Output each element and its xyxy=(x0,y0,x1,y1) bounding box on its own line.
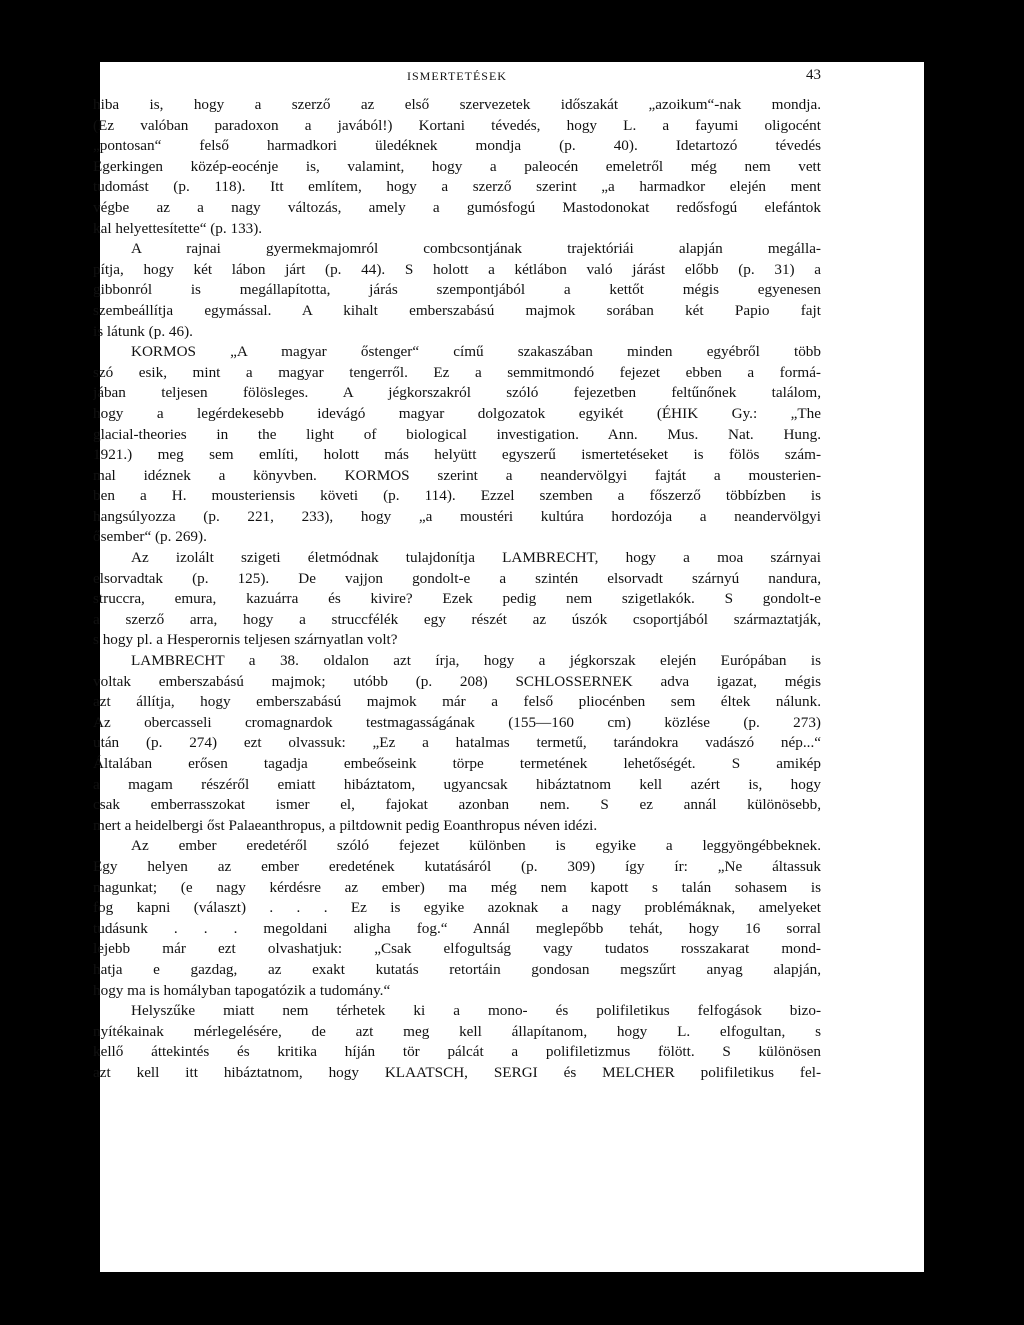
text-line: A rajnai gyermekmajomról combcsontjának trajektóriái alapján megálla- xyxy=(131,240,821,258)
text-line: gibbonról is megállapította, járás szempontjából a kettőt mégis egyenesen xyxy=(93,281,821,299)
text-line: nyítékainak mérlegelésére, de azt meg kell állapítanom, hogy L. elfogultan, s xyxy=(93,1022,821,1040)
text-line: kellő áttekintés és kritika híján tör pálcát a polifiletizmus fölött. S különösen xyxy=(93,1043,821,1061)
text-line: hiba is, hogy a szerző az első szervezetek időszakát „azoikum“-nak mondja. xyxy=(93,96,821,113)
text-line: Általában erősen tagadja embeőseink törpe termetének lehetőségét. S amikép xyxy=(93,755,821,772)
text-line: szó esik, mint a magyar tengerről. Ez a semmitmondó fejezet ebben a formá- xyxy=(93,363,821,381)
text-line: struccra, emura, kazuárra és kivire? Ezek pedig nem szigetlakók. S gondolt-e xyxy=(93,590,821,608)
text-line: tudásunk . . . megoldani aligha fog.“ Annál meglepőbb tehát, hogy 16 sorral xyxy=(93,919,821,937)
text-line: 1921.) meg sem említi, holott más helyütt egyszerű ismertetéseket is fölös szám- xyxy=(93,446,821,464)
text-line: elsorvadtak (p. 125). De vajjon gondolt-e a szintén elsorvadt szárnyú nandura, xyxy=(93,569,821,587)
text-line: azt állítja, hogy emberszabású majmok már a felső pliocénben sem éltek nálunk. xyxy=(93,693,821,711)
text-line: Az obercasseli cromagnardok testmagasságának (155—160 cm) közlése (p. 273) xyxy=(93,713,821,731)
page-number: 43 xyxy=(806,67,821,83)
text-line: Egy helyen az ember eredetének kutatásáról (p. 309) így ír: „Ne áltassuk xyxy=(93,857,821,875)
text-line: a magam részéről emiatt hibáztatom, ugyancsak hibáztatnom kell azért is, hogy xyxy=(93,775,821,793)
body-text xyxy=(93,95,821,1084)
text-line: lejebb már ezt olvashatjuk: „Csak elfogultság vagy tudatos rosszakarat mond- xyxy=(93,940,821,958)
text-line: kal helyettesítette“ (p. 133). xyxy=(93,219,263,237)
text-line: mert a heidelbergi őst Palaeanthropus, a piltdownit pedig Eoanthropus néven idézi. xyxy=(93,816,598,834)
text-line: mal idéznek a könyvben. KORMOS szerint a neandervölgyi fajtát a mousterien- xyxy=(93,466,821,484)
running-head: ISMERTETÉSEK xyxy=(407,69,507,83)
text-line: ősember“ (p. 269). xyxy=(93,528,207,546)
text-line: KORMOS „A magyar őstenger“ című szakaszában minden egyébről több xyxy=(131,343,821,361)
text-line: hangsúlyozza (p. 221, 233), hogy „a moustéri kultúra hordozója a neandervölgyi xyxy=(93,507,821,525)
text-line: a szerző arra, hogy a struccfélék egy részét az úszók csoportjából származtatják, xyxy=(93,610,821,628)
text-line: Egerkingen közép-eocénje is, valamint, hogy a paleocén emeletről még nem vett xyxy=(93,157,821,175)
text-line: végbe az a nagy változás, amely a gumósfogú Mastodonokat redősfogú elefántok xyxy=(93,198,821,216)
text-line: Az ember eredetéről szóló fejezet különben is egyike a leggyöngébbeknek. xyxy=(131,837,821,855)
text-line: csak emberrasszokat ismer el, fajokat azonban nem. S ez annál különösebb, xyxy=(93,796,821,814)
text-line: tudomást (p. 118). Itt említem, hogy a szerző szerint „a harmadkor elején ment xyxy=(93,178,821,196)
text-line: Az izolált szigeti életmódnak tulajdonítja LAMBRECHT, hogy a moa szárnyai xyxy=(131,549,821,567)
text-line: glacial-theories in the light of biological investigation. Ann. Mus. Nat. Hung. xyxy=(93,425,821,443)
text-line: után (p. 274) ezt olvassuk: „Ez a hatalmas termetű, tarándokra vadászó nép...“ xyxy=(93,734,821,752)
text-line: pítja, hogy két lábon járt (p. 44). S holott a kétlábon való járást előbb (p. 31) a xyxy=(93,260,821,278)
text-line: ben a H. mousteriensis követi (p. 114). Ezzel szemben a főszerző többízben is xyxy=(93,487,821,505)
text-line: voltak emberszabású majmok; utóbb (p. 208) SCHLOSSERNEK adva igazat, mégis xyxy=(93,672,821,690)
text-line: szembeállítja egymással. A kihalt emberszabású majmok sorában két Papio fajt xyxy=(93,301,821,319)
text-line: is látunk (p. 46). xyxy=(93,322,193,340)
text-line: s hogy pl. a Hesperornis teljesen szárnyatlan volt? xyxy=(93,631,398,649)
text-line: LAMBRECHT a 38. oldalon azt írja, hogy a jégkorszak elején Európában is xyxy=(131,652,821,670)
text-line: hogy a legérdekesebb idevágó magyar dolgozatok egyikét (ÉHIK Gy.: „The xyxy=(93,404,821,422)
text-line: Helyszűke miatt nem térhetek ki a mono- és polifiletikus felfogások bizo- xyxy=(131,1002,821,1020)
text-line: (Ez valóban paradoxon a javából!) Kortani tévedés, hogy L. a fayumi oligocént xyxy=(93,116,821,134)
text-line: azt kell itt hibáztatnom, hogy KLAATSCH, SERGI és MELCHER polifiletikus fel- xyxy=(93,1063,821,1081)
page-header xyxy=(93,67,821,87)
text-line: „pontosan“ felső harmadkori üledéknek mondja (p. 40). Idetartozó tévedés xyxy=(93,137,821,155)
text-line: hogy ma is homályban tapogatózik a tudomány.“ xyxy=(93,981,391,999)
text-line: jában teljesen fölösleges. A jégkorszakról szóló fejezetben feltűnőnek találom, xyxy=(93,384,821,402)
text-line: fog kapni (választ) . . . Ez is egyike azoknak a nagy problémáknak, amelyeket xyxy=(93,899,821,917)
text-line: magunkat; (e nagy kérdésre az ember) ma még nem kapott s talán sohasem is xyxy=(93,878,821,896)
text-line: hatja e gazdag, az exakt kutatás retortáin gondosan megszűrt anyag alapján, xyxy=(93,960,821,978)
